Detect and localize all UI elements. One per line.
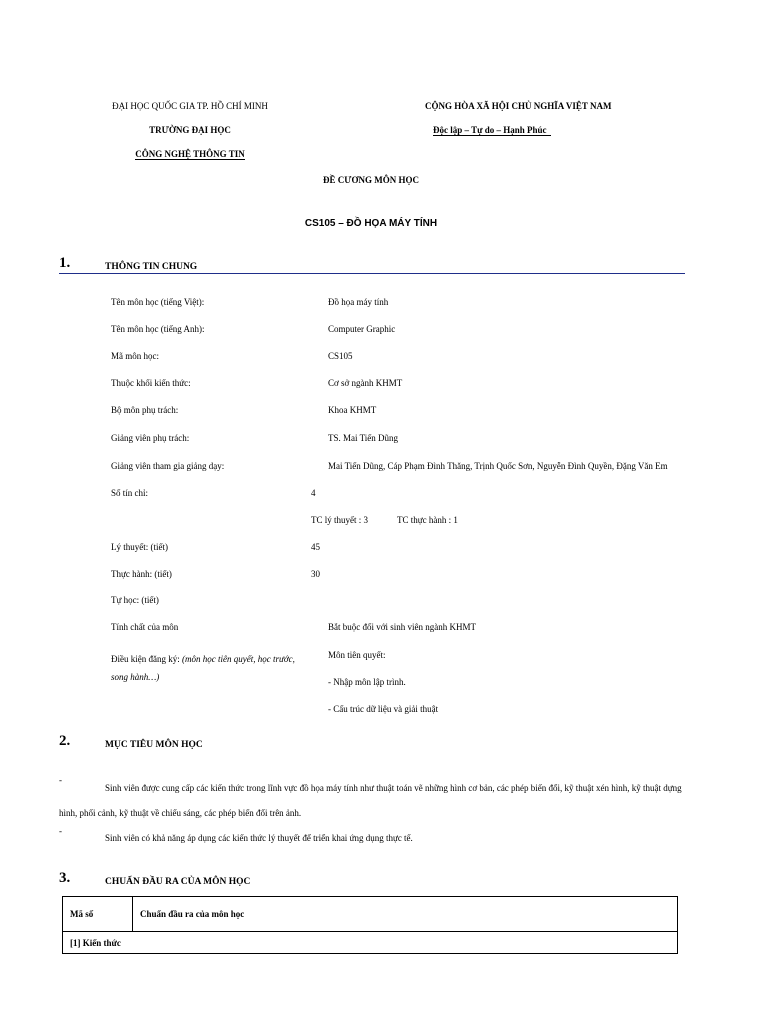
bullet-mark: - (59, 826, 62, 836)
learning-outcomes-table (62, 896, 678, 954)
header-code: Mã số (63, 897, 133, 932)
info-tc-theory: TC lý thuyết : 3 (311, 515, 368, 525)
table-row (63, 932, 678, 954)
faculty-name (95, 149, 285, 159)
info-label-theory-hours: Lý thuyết: (tiết) (111, 542, 168, 552)
national-motto (433, 125, 551, 135)
info-value-practice-hours: 30 (311, 569, 320, 579)
university-name: ĐẠI HỌC QUỐC GIA TP. HỒ CHÍ MINH (112, 101, 268, 111)
objective-1-line1: Sinh viên được cung cấp các kiến thức trong lĩnh vực đồ họa máy tính như thuật toán vẽ những hình cơ bản, các phép biến đổi, kỹ thuật xén hình, kỹ thuật dựng (105, 783, 682, 793)
info-value-lecturer: TS. Mai Tiến Dũng (328, 433, 399, 443)
info-label-code: Mã môn học: (111, 351, 159, 361)
prereq-item: - Cấu trúc dữ liệu và giải thuật (328, 704, 439, 714)
prereq-title: Môn tiên quyết: (328, 650, 386, 660)
doc-title: ĐỀ CƯƠNG MÔN HỌC (323, 175, 419, 185)
info-label-vn-name: Tên môn học (tiếng Việt): (111, 297, 205, 307)
course-title: CS105 – ĐỒ HỌA MÁY TÍNH (304, 218, 438, 229)
info-label-teaching-staff: Giảng viên tham gia giảng dạy: (111, 461, 225, 471)
info-tc-practice: TC thực hành : 1 (397, 515, 458, 525)
info-value-code: CS105 (328, 351, 353, 361)
section2-number: 2. (59, 733, 71, 749)
info-label-condition (111, 650, 311, 686)
info-value-credits: 4 (311, 488, 316, 498)
section3-title: CHUẨN ĐẦU RA CỦA MÔN HỌC (105, 877, 251, 887)
school-name: TRƯỜNG ĐẠI HỌC (149, 125, 231, 135)
info-label-department: Bộ môn phụ trách: (111, 405, 179, 415)
info-label-self-study: Tự học: (tiết) (111, 595, 159, 605)
section1-number: 1. (59, 255, 71, 271)
info-value-department: Khoa KHMT (328, 405, 377, 415)
info-value-knowledge-block: Cơ sở ngành KHMT (328, 378, 403, 388)
condition-label-main: Điều kiện đăng ký: (111, 654, 182, 664)
info-value-teaching-staff: Mai Tiến Dũng, Cáp Phạm Đình Thăng, Trịnh Quốc Sơn, Nguyễn Đình Quyền, Đặng Văn Em (328, 461, 668, 471)
header-outcome: Chuẩn đầu ra của môn học (133, 897, 678, 932)
national-title: CỘNG HÒA XÃ HỘI CHỦ NGHĨA VIỆT NAM (425, 101, 612, 111)
objective-1-line2: hình, phối cảnh, kỹ thuật về chiếu sáng, các phép biến đổi trên ảnh. (59, 808, 302, 818)
info-value-vn-name: Đồ họa máy tính (328, 297, 389, 307)
info-label-practice-hours: Thực hành: (tiết) (111, 569, 172, 579)
group-knowledge: [1] Kiến thức (63, 932, 678, 954)
info-label-lecturer: Giảng viên phụ trách: (111, 433, 190, 443)
table-header-row (63, 897, 678, 932)
objective-2: Sinh viên có khả năng áp dụng các kiến thức lý thuyết để triển khai ứng dụng thực tế. (105, 833, 413, 843)
info-value-en-name: Computer Graphic (328, 324, 396, 334)
section1-rule (59, 273, 685, 274)
section3-number: 3. (59, 870, 71, 886)
info-label-en-name: Tên môn học (tiếng Anh): (111, 324, 205, 334)
info-label-credits: Số tín chỉ: (111, 488, 149, 498)
info-label-nature: Tính chất của môn (111, 622, 179, 632)
info-value-nature: Bắt buộc đối với sinh viên ngành KHMT (328, 622, 476, 632)
condition-label-note-line2: song hành…) (111, 672, 160, 682)
section2-title: MỤC TIÊU MÔN HỌC (105, 740, 203, 750)
condition-label-note: (môn học tiên quyết, học trước, (182, 654, 295, 664)
faculty-name-text: CÔNG NGHỆ THÔNG TIN (135, 149, 245, 159)
national-motto-text: Độc lập – Tự do – Hạnh Phúc (433, 125, 551, 136)
bullet-mark: - (59, 775, 62, 785)
prereq-item: - Nhập môn lập trình. (328, 677, 406, 687)
info-label-knowledge-block: Thuộc khối kiến thức: (111, 378, 191, 388)
info-value-theory-hours: 45 (311, 542, 320, 552)
section1-title: THÔNG TIN CHUNG (105, 262, 198, 272)
